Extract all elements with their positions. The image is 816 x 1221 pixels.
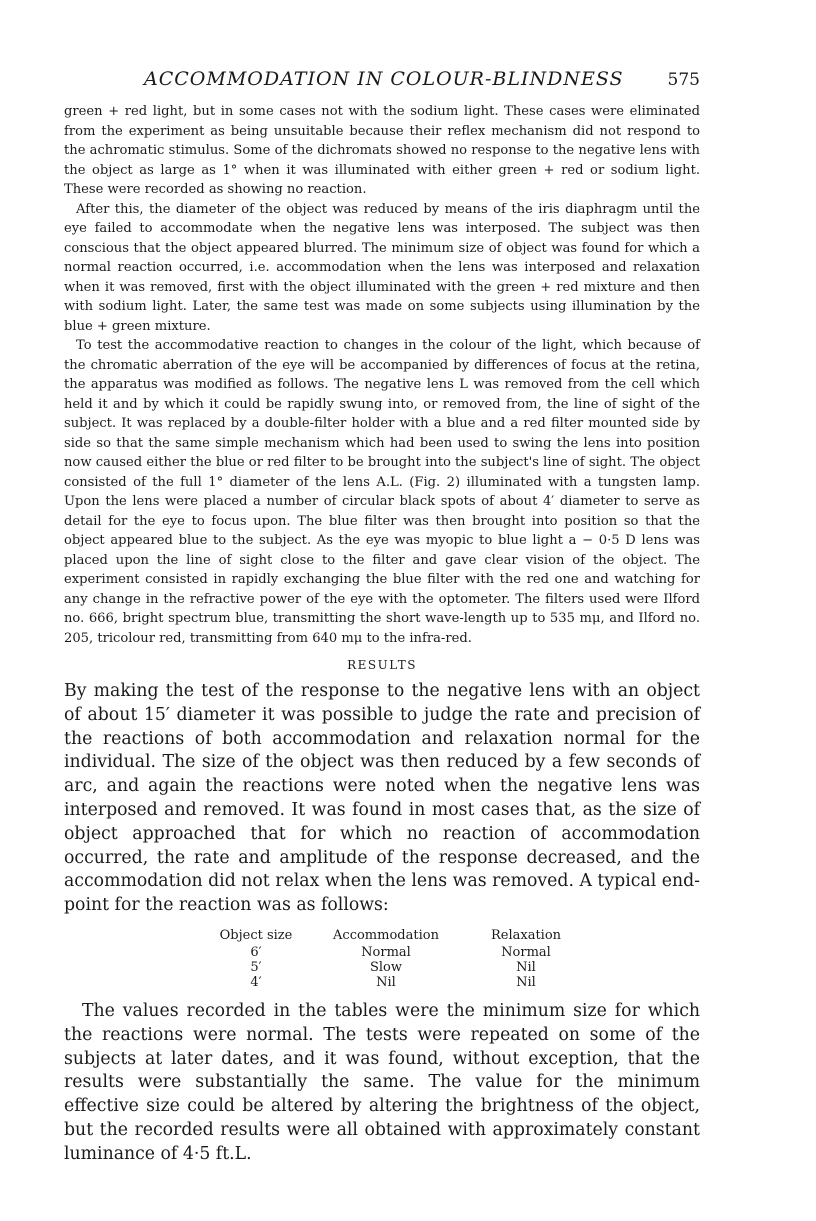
table-header: Object size [219, 927, 293, 943]
end-point-table [201, 928, 591, 990]
table-cell: Nil [516, 959, 536, 975]
table-cell: Nil [376, 974, 396, 990]
table-cell: Slow [369, 959, 403, 975]
running-title: ACCOMMODATION IN COLOUR-BLINDNESS [144, 68, 624, 90]
table-cell: Normal [501, 944, 551, 960]
page [64, 68, 700, 1167]
results-paragraph-1: By making the test of the response to the negative lens with an object of about 15′ diameter it was possible to judge the rate and precision of the reactions of both accommodation and relaxation normal for the individual. The size of the object was then reduced by a few seconds of arc, and again the reactions were noted when the negative lens was interposed and removed. It was found in most cases that, as the size of object approached that for which no reaction of accommodation occurred, the rate and amplitude of the response decreased, and the accommodation did not relax when the lens was removed. A typical end-point for the reaction was as follows: [64, 681, 700, 916]
table-cell: 6′ [250, 944, 262, 960]
table-cell: Nil [516, 974, 536, 990]
paragraph-colour-test: To test the accommodative reaction to changes in the colour of the light, which because of the chromatic aberration of the eye will be accompanied by differences of focus at the retina, the apparatus was modified as follows. The negative lens L was removed from the cell which held it and by which it could be rapidly swung into, or removed from, the line of sight of the subject. It was replaced by a double-filter holder with a blue and a red filter mounted side by side so that the same simple mechanism which had been used to swing the lens into position now caused either the blue or red filter to be brought into the subject's line of sight. The object consisted of the full 1° diameter of the lens A.L. (Fig. 2) illuminated with a tungsten lamp. Upon the lens were placed a number of circular black spots of about 4′ diameter to serve as detail for the eye to focus upon. The blue filter was then brought into position so that the object appeared blue to the subject. As the eye was myopic to blue light a − 0·5 D lens was placed upon the line of sight close to the filter and gave clear vision of the object. The experiment consisted in rapidly exchanging the blue filter with the red one and watching for any change in the refractive power of the eye with the optometer. The filters used were Ilford no. 666, bright spectrum blue, transmitting the short wave-length up to 535 mμ, and Ilford no. 205, tricolour red, transmitting from 640 mμ to the infra-red. [64, 338, 700, 646]
table-header: Relaxation [490, 927, 562, 943]
table-row [201, 960, 591, 975]
paragraph-iris-diaphragm: After this, the diameter of the object was reduced by means of the iris diaphragm until the eye failed to accommodate when the negative lens was interposed. The subject was then conscious that the object appeared blurred. The minimum size of object was found for which a normal reaction occurred, i.e. accommodation when the lens was interposed and relaxation when it was removed, first with the object illuminated with the green + red mixture and then with sodium light. Later, the same test was made on some subjects using illumination by the blue + green mixture. [64, 201, 700, 334]
table-row [201, 945, 591, 960]
table-cell: 5′ [250, 959, 262, 975]
table-row [201, 975, 591, 990]
table-header: Accommodation [333, 927, 439, 943]
running-header [64, 68, 700, 96]
paragraph-continuation: green + red light, but in some cases not with the sodium light. These cases were eliminated from the experiment as being unsuitable because their reflex mechanism did not respond to the achromatic stimulus. Some of the dichromats showed no response to the negative lens with the object as large as 1° when it was illuminated with either green + red or sodium light. These were recorded as showing no reaction. [64, 104, 700, 197]
section-heading-results: RESULTS [347, 658, 417, 672]
table-header-row [201, 928, 591, 945]
page-number: 575 [667, 70, 700, 90]
table-cell: 4′ [250, 974, 262, 990]
results-paragraph-2: The values recorded in the tables were the minimum size for which the reactions were normal. The tests were repeated on some of the subjects at later dates, and it was found, without exception, that the results were substantially the same. The value for the minimum effective size could be altered by altering the brightness of the object, but the recorded results were all obtained with approximately constant luminance of 4·5 ft.L. [64, 1000, 700, 1164]
table-cell: Normal [361, 944, 411, 960]
